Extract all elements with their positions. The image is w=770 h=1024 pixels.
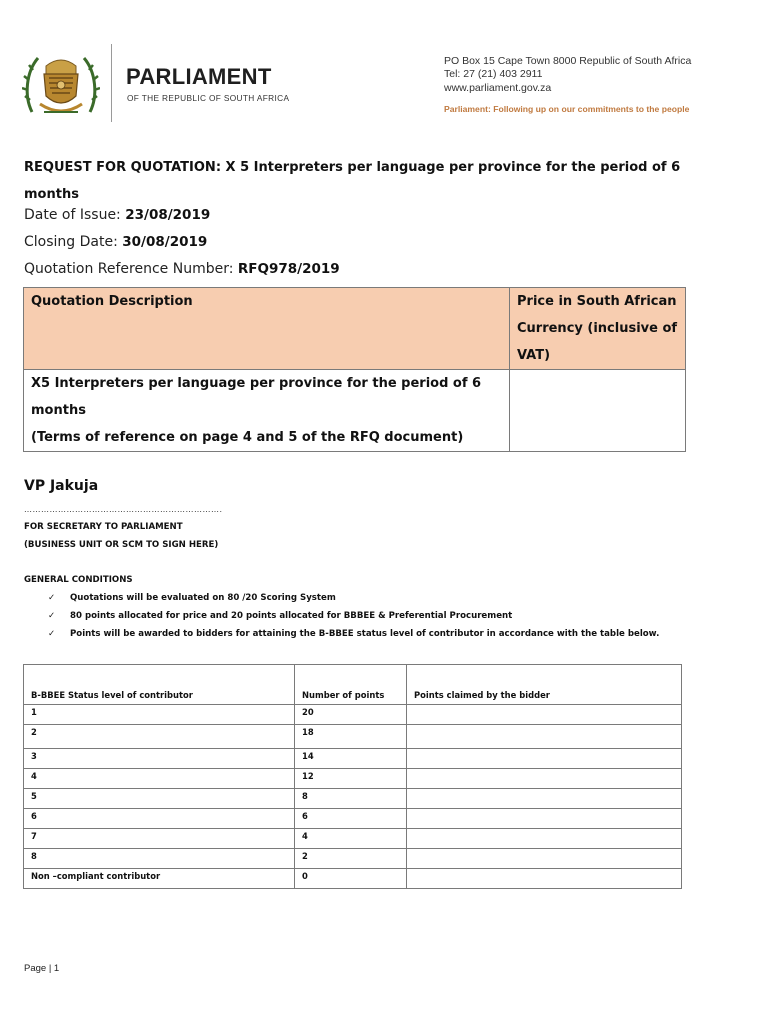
- status-level-cell: 5: [24, 789, 295, 809]
- closing-value: 30/08/2019: [122, 234, 208, 250]
- closing-date: [24, 234, 207, 250]
- points-cell: 2: [295, 849, 407, 869]
- signature-role: FOR SECRETARY TO PARLIAMENT: [24, 522, 183, 532]
- claimed-cell[interactable]: [407, 829, 682, 849]
- points-cell: 20: [295, 705, 407, 725]
- status-level-cell: 2: [24, 725, 295, 749]
- claimed-cell[interactable]: [407, 849, 682, 869]
- bbbee-points-table: [23, 664, 682, 889]
- issue-label: Date of Issue:: [24, 207, 126, 223]
- condition-text: 80 points allocated for price and 20 points allocated for BBBEE & Preferential Procurement: [70, 611, 513, 621]
- points-cell: 4: [295, 829, 407, 849]
- status-level-cell: 4: [24, 769, 295, 789]
- status-level-cell: 1: [24, 705, 295, 725]
- quotation-table: [23, 287, 686, 452]
- page-title: [24, 154, 724, 208]
- claimed-cell[interactable]: [407, 769, 682, 789]
- table-row: [24, 705, 682, 725]
- date-of-issue: [24, 207, 210, 223]
- signature-line: …………………………………………………………….: [24, 505, 223, 514]
- telephone-line: Tel: 27 (21) 403 2911: [444, 68, 543, 80]
- claimed-cell[interactable]: [407, 869, 682, 889]
- conditions-title: GENERAL CONDITIONS: [24, 575, 133, 585]
- description-cell: [24, 370, 510, 452]
- points-cell: 6: [295, 809, 407, 829]
- brand-subtitle: OF THE REPUBLIC OF SOUTH AFRICA: [127, 93, 290, 103]
- table-row: [24, 809, 682, 829]
- quotation-table-row: [24, 370, 686, 452]
- points-cell: 0: [295, 869, 407, 889]
- status-level-header: B-BBEE Status level of contributor: [24, 665, 295, 705]
- status-level-cell: 3: [24, 749, 295, 769]
- check-icon: ✓: [48, 629, 56, 639]
- claimed-cell[interactable]: [407, 809, 682, 829]
- status-level-cell: 7: [24, 829, 295, 849]
- table-row: [24, 725, 682, 749]
- table-row: [24, 749, 682, 769]
- table-row: [24, 849, 682, 869]
- check-icon: ✓: [48, 611, 56, 621]
- points-cell: 8: [295, 789, 407, 809]
- points-cell: 12: [295, 769, 407, 789]
- condition-text: Points will be awarded to bidders for attaining the B-BBEE status level of contributor in accordance with the table below.: [70, 629, 660, 639]
- condition-text: Quotations will be evaluated on 80 /20 Scoring System: [70, 593, 336, 603]
- status-level-cell: 8: [24, 849, 295, 869]
- status-level-cell: Non –compliant contributor: [24, 869, 295, 889]
- header-divider: [111, 44, 112, 122]
- table-row: [24, 769, 682, 789]
- points-header: Number of points: [295, 665, 407, 705]
- points-table-header: [24, 665, 682, 705]
- description-header: Quotation Description: [24, 288, 510, 370]
- ref-value: RFQ978/2019: [237, 261, 340, 277]
- signer-name: VP Jakuja: [24, 478, 99, 494]
- claimed-cell[interactable]: [407, 749, 682, 769]
- title-bold: REQUEST FOR QUOTATION: [24, 160, 216, 175]
- condition-item: [48, 611, 512, 621]
- claimed-cell[interactable]: [407, 705, 682, 725]
- table-row: [24, 789, 682, 809]
- reference-number: [24, 261, 340, 277]
- issue-value: 23/08/2019: [125, 207, 211, 223]
- table-row: [24, 869, 682, 889]
- points-cell: 18: [295, 725, 407, 749]
- claimed-cell[interactable]: [407, 789, 682, 809]
- condition-item: [48, 593, 336, 603]
- tagline: Parliament: Following up on our commitments to the people: [444, 104, 690, 114]
- table-row: [24, 829, 682, 849]
- price-input-cell[interactable]: [510, 370, 686, 452]
- brand-title: PARLIAMENT: [126, 64, 272, 89]
- website-link[interactable]: www.parliament.gov.za: [444, 82, 552, 94]
- claimed-header: Points claimed by the bidder: [407, 665, 682, 705]
- status-level-cell: 6: [24, 809, 295, 829]
- address-line: PO Box 15 Cape Town 8000 Republic of South Africa: [444, 55, 692, 67]
- quotation-table-header: [24, 288, 686, 370]
- check-icon: ✓: [48, 593, 56, 603]
- signature-instruction: (BUSINESS UNIT OR SCM TO SIGN HERE): [24, 540, 219, 550]
- ref-label: Quotation Reference Number:: [24, 261, 238, 277]
- condition-item: [48, 629, 659, 639]
- row-note: (Terms of reference on page 4 and 5 of the RFQ document): [31, 430, 464, 445]
- claimed-cell[interactable]: [407, 725, 682, 749]
- title-rest: : X 5 Interpreters per language per province for the period of 6 months: [24, 160, 681, 202]
- points-cell: 14: [295, 749, 407, 769]
- page-number: Page | 1: [24, 963, 60, 974]
- price-header: Price in South African Currency (inclusive of VAT): [510, 288, 686, 370]
- row-description: X5 Interpreters per language per province for the period of 6 months: [31, 376, 482, 418]
- parliament-crest-logo: [22, 52, 100, 120]
- closing-label: Closing Date:: [24, 234, 123, 250]
